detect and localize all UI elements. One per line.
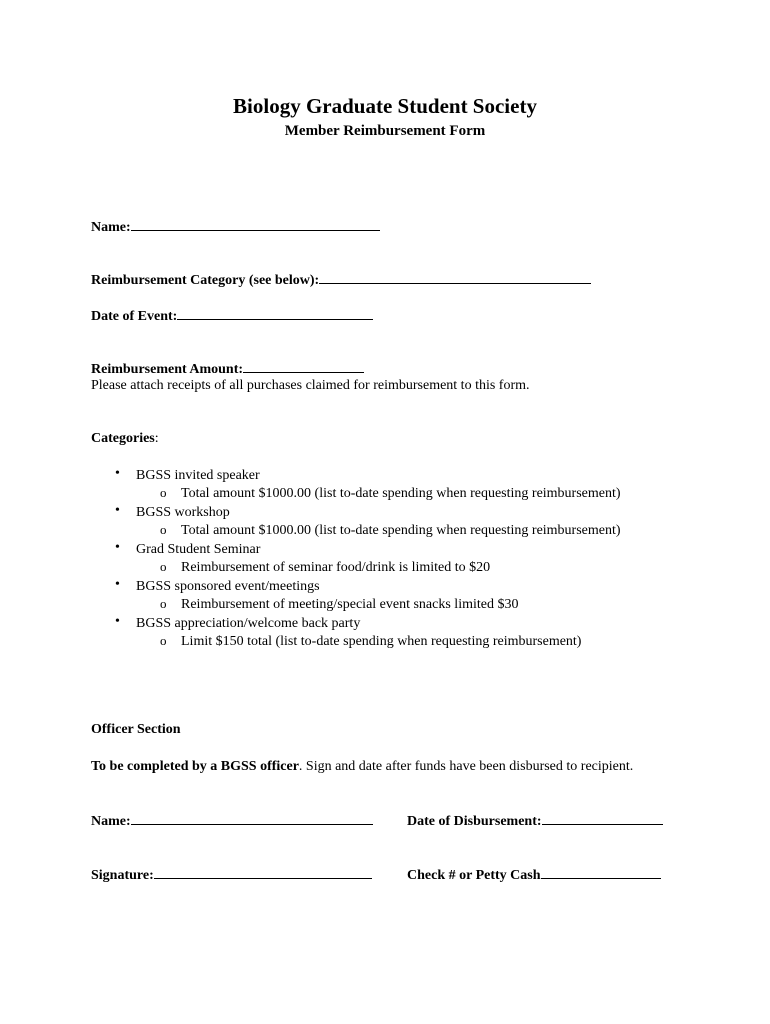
sub-bullet-icon: o — [160, 522, 167, 537]
bullet-icon: • — [115, 577, 120, 592]
category-item-label: BGSS workshop — [136, 505, 230, 520]
category-item-label: BGSS invited speaker — [136, 468, 260, 483]
officer-name-row — [91, 811, 373, 831]
sub-bullet-icon: o — [160, 559, 167, 574]
categories-heading-colon: : — [154, 431, 159, 446]
officer-instruction — [91, 758, 633, 776]
bullet-icon: • — [115, 614, 120, 629]
category-item-label: Grad Student Seminar — [136, 542, 261, 557]
disbursement-date-label: Date of Disbursement: — [407, 814, 542, 829]
sub-bullet-icon: o — [160, 485, 167, 500]
form-title: Biology Graduate Student Society — [233, 94, 537, 118]
officer-name-input-line[interactable] — [131, 811, 373, 825]
bullet-icon: • — [115, 466, 120, 481]
signature-input-line[interactable] — [154, 865, 372, 879]
bullet-icon: • — [115, 503, 120, 518]
sub-bullet-icon: o — [160, 596, 167, 611]
signature-row — [91, 865, 372, 885]
category-item-detail: Total amount $1000.00 (list to-date spending when requesting reimbursement) — [181, 486, 621, 501]
name-label: Name: — [91, 220, 131, 235]
disbursement-date-input-line[interactable] — [542, 811, 663, 825]
category-label: Reimbursement Category (see below): — [91, 273, 320, 288]
category-item-label: BGSS sponsored event/meetings — [136, 579, 320, 594]
sub-bullet-icon: o — [160, 633, 167, 648]
check-or-petty-cash-input-line[interactable] — [541, 865, 661, 879]
officer-section-heading: Officer Section — [91, 722, 181, 737]
category-item-detail: Total amount $1000.00 (list to-date spending when requesting reimbursement) — [181, 523, 621, 538]
check-or-petty-cash-label: Check # or Petty Cash — [407, 868, 541, 883]
disbursement-date-row — [407, 811, 663, 831]
categories-heading-text: Categories — [91, 431, 155, 446]
officer-instruction-bold: To be completed by a BGSS officer — [91, 759, 299, 774]
bullet-icon: • — [115, 540, 120, 555]
category-item-detail: Reimbursement of seminar food/drink is limited to $20 — [181, 560, 491, 575]
signature-label: Signature: — [91, 868, 154, 883]
date-of-event-label: Date of Event: — [91, 309, 178, 324]
form-subtitle: Member Reimbursement Form — [284, 123, 486, 139]
receipts-note: Please attach receipts of all purchases claimed for reimbursement to this form. — [91, 378, 530, 393]
category-item-detail: Reimbursement of meeting/special event snacks limited $30 — [181, 597, 519, 612]
officer-name-label: Name: — [91, 814, 131, 829]
category-item-label: BGSS appreciation/welcome back party — [136, 616, 361, 631]
check-or-petty-cash-row — [407, 865, 661, 885]
amount-label: Reimbursement Amount: — [91, 362, 244, 377]
category-item-detail: Limit $150 total (list to-date spending when requesting reimbursement) — [181, 634, 582, 649]
officer-instruction-rest: . Sign and date after funds have been disbursed to recipient. — [298, 759, 634, 774]
